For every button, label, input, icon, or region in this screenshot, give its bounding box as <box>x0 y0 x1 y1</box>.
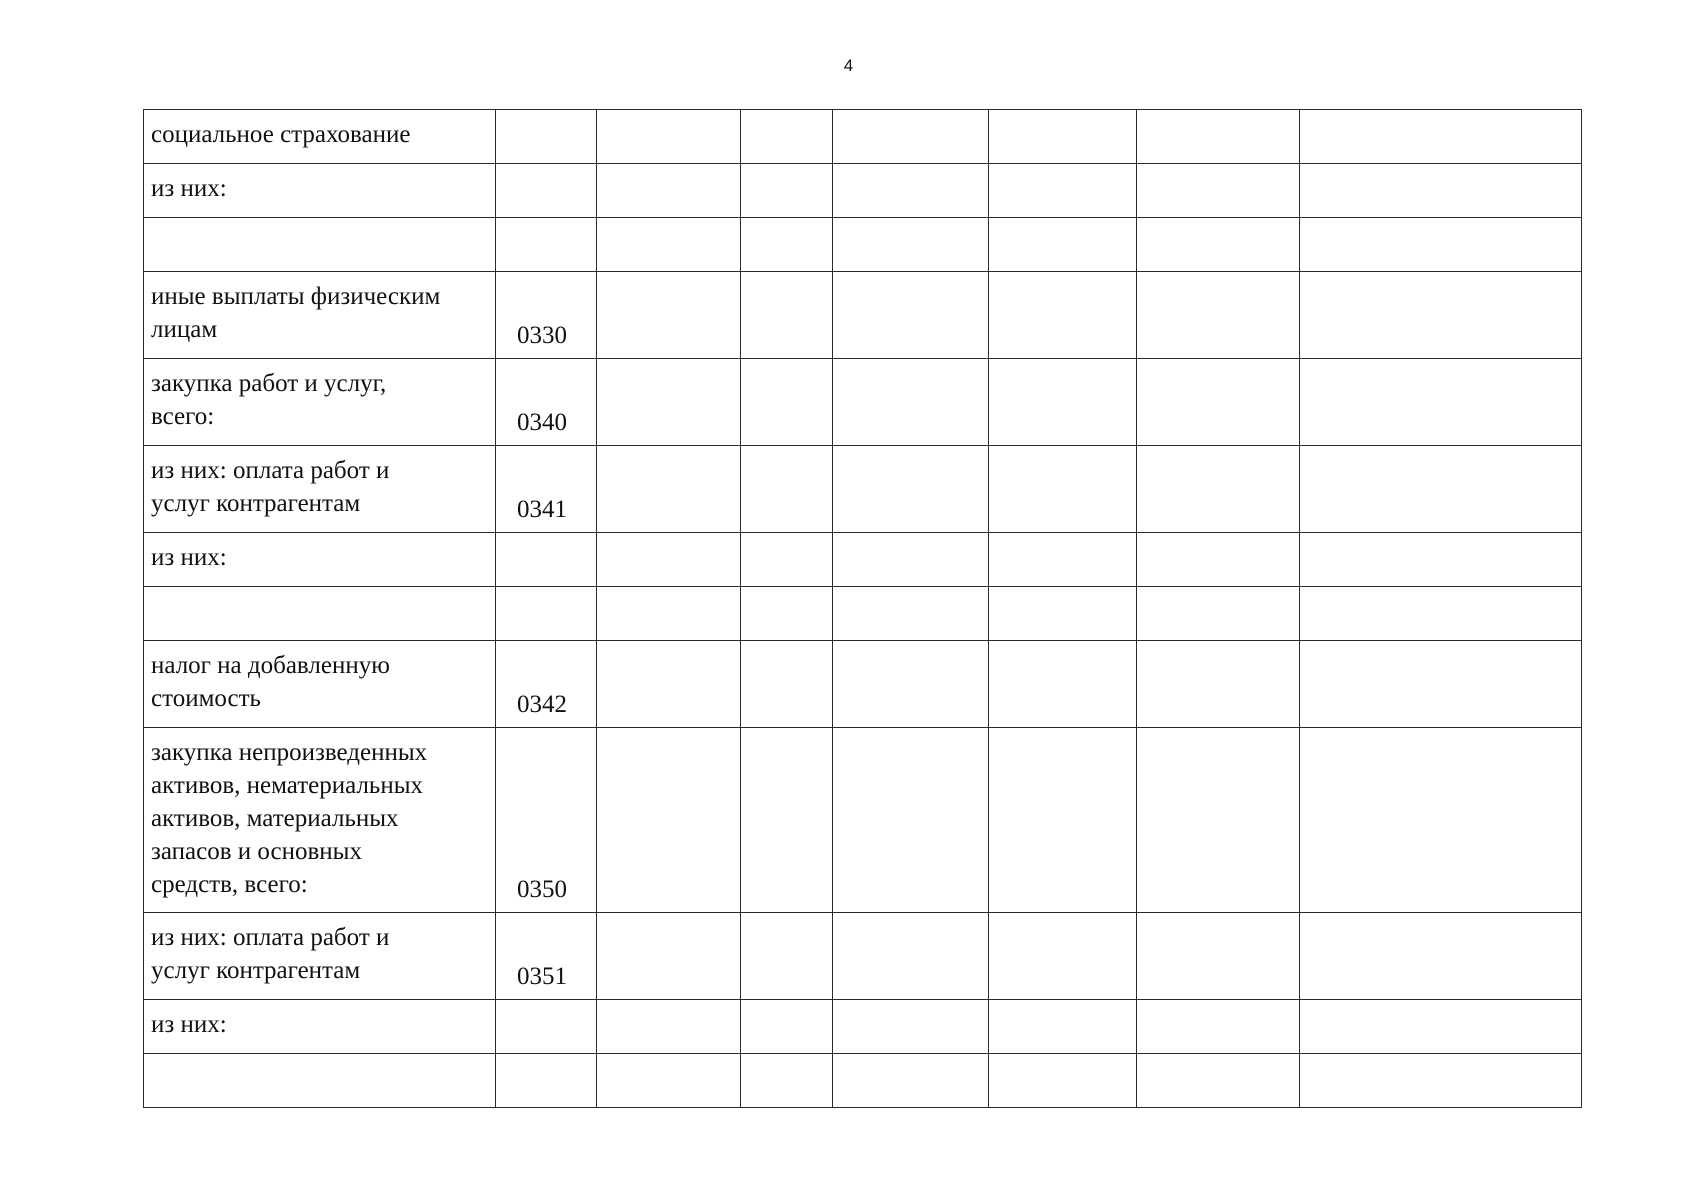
row-label-line: иные выплаты физическим <box>151 283 441 310</box>
value-cell <box>989 110 1137 164</box>
row-label-line: налог на добавленную <box>151 652 390 679</box>
value-cell <box>597 272 741 359</box>
row-code-cell <box>496 587 597 641</box>
row-code-cell <box>496 533 597 587</box>
row-label-line: из них: <box>151 175 227 202</box>
row-code-cell: 0342 <box>496 641 597 728</box>
value-cell <box>1300 1000 1582 1054</box>
value-cell <box>1300 587 1582 641</box>
value-cell <box>741 164 833 218</box>
value-cell <box>1137 272 1300 359</box>
value-cell <box>1137 1054 1300 1108</box>
row-label-line: из них: оплата работ и <box>151 457 390 484</box>
value-cell <box>833 1000 989 1054</box>
value-cell <box>597 913 741 1000</box>
value-cell <box>833 272 989 359</box>
row-label-line: активов, материальных <box>151 805 399 832</box>
value-cell <box>989 728 1137 913</box>
value-cell <box>1300 728 1582 913</box>
table-row <box>144 110 1582 164</box>
value-cell <box>833 164 989 218</box>
table-row <box>144 164 1582 218</box>
value-cell <box>1137 359 1300 446</box>
value-cell <box>1137 913 1300 1000</box>
table-row <box>144 533 1582 587</box>
row-label-cell <box>144 587 496 641</box>
row-label-line: всего: <box>151 403 215 430</box>
table-row <box>144 913 1582 1000</box>
value-cell <box>1137 218 1300 272</box>
row-code-cell <box>496 164 597 218</box>
row-label-line: закупка работ и услуг, <box>151 370 387 397</box>
value-cell <box>1300 110 1582 164</box>
row-label-cell <box>144 533 496 587</box>
value-cell <box>1300 218 1582 272</box>
row-code-cell <box>496 1054 597 1108</box>
value-cell <box>597 728 741 913</box>
value-cell <box>597 587 741 641</box>
value-cell <box>989 1000 1137 1054</box>
row-label-cell <box>144 728 496 913</box>
value-cell <box>1137 728 1300 913</box>
value-cell <box>989 913 1137 1000</box>
row-label-line: из них: <box>151 1011 227 1038</box>
value-cell <box>597 110 741 164</box>
row-code-cell: 0351 <box>496 913 597 1000</box>
value-cell <box>741 359 833 446</box>
row-label-line: запасов и основных <box>151 838 362 865</box>
value-cell <box>597 1054 741 1108</box>
table-row <box>144 272 1582 359</box>
row-label-line: социальное страхование <box>151 121 411 148</box>
table-row <box>144 1000 1582 1054</box>
row-label-cell <box>144 1000 496 1054</box>
table-row <box>144 641 1582 728</box>
value-cell <box>1300 446 1582 533</box>
value-cell <box>833 533 989 587</box>
report-table-body <box>144 110 1582 1108</box>
value-cell <box>597 533 741 587</box>
value-cell <box>833 641 989 728</box>
row-code-cell <box>496 110 597 164</box>
page-number: 4 <box>843 56 854 75</box>
value-cell <box>833 913 989 1000</box>
row-label-cell <box>144 272 496 359</box>
value-cell <box>1300 533 1582 587</box>
value-cell <box>989 446 1137 533</box>
value-cell <box>989 164 1137 218</box>
value-cell <box>989 533 1137 587</box>
row-code-cell: 0341 <box>496 446 597 533</box>
value-cell <box>1137 587 1300 641</box>
value-cell <box>597 218 741 272</box>
value-cell <box>1300 272 1582 359</box>
value-cell <box>833 1054 989 1108</box>
value-cell <box>741 218 833 272</box>
value-cell <box>597 359 741 446</box>
row-label-cell <box>144 641 496 728</box>
row-label-cell <box>144 110 496 164</box>
value-cell <box>1300 913 1582 1000</box>
value-cell <box>1137 164 1300 218</box>
value-cell <box>1137 533 1300 587</box>
row-label-cell <box>144 446 496 533</box>
value-cell <box>1137 110 1300 164</box>
value-cell <box>741 641 833 728</box>
row-code-cell: 0330 <box>496 272 597 359</box>
value-cell <box>741 1054 833 1108</box>
value-cell <box>989 272 1137 359</box>
row-label-line: лицам <box>151 316 218 343</box>
table-row <box>144 728 1582 913</box>
value-cell <box>989 1054 1137 1108</box>
value-cell <box>741 1000 833 1054</box>
row-label-line: стоимость <box>151 685 261 712</box>
row-label-line: услуг контрагентам <box>151 490 361 517</box>
value-cell <box>597 446 741 533</box>
value-cell <box>1137 1000 1300 1054</box>
table-row <box>144 218 1582 272</box>
table-row <box>144 587 1582 641</box>
value-cell <box>1137 446 1300 533</box>
row-code-cell: 0350 <box>496 728 597 913</box>
value-cell <box>741 110 833 164</box>
row-label-cell <box>144 913 496 1000</box>
value-cell <box>1300 641 1582 728</box>
table-row <box>144 1054 1582 1108</box>
row-label-line: услуг контрагентам <box>151 957 361 984</box>
row-code-cell <box>496 1000 597 1054</box>
value-cell <box>989 359 1137 446</box>
row-label-cell <box>144 218 496 272</box>
value-cell <box>741 913 833 1000</box>
value-cell <box>989 641 1137 728</box>
value-cell <box>1137 641 1300 728</box>
row-label-cell <box>144 164 496 218</box>
row-label-line: из них: <box>151 544 227 571</box>
row-code-cell <box>496 218 597 272</box>
row-code-cell: 0340 <box>496 359 597 446</box>
table-row <box>144 446 1582 533</box>
value-cell <box>597 641 741 728</box>
value-cell <box>833 587 989 641</box>
value-cell <box>741 272 833 359</box>
row-label-line: из них: оплата работ и <box>151 924 390 951</box>
row-label-line: средств, всего: <box>151 871 308 898</box>
value-cell <box>597 164 741 218</box>
value-cell <box>989 218 1137 272</box>
value-cell <box>741 533 833 587</box>
value-cell <box>833 728 989 913</box>
row-label-cell <box>144 1054 496 1108</box>
value-cell <box>597 1000 741 1054</box>
row-label-cell <box>144 359 496 446</box>
report-table <box>143 109 1582 1108</box>
table-row <box>144 359 1582 446</box>
value-cell <box>1300 1054 1582 1108</box>
value-cell <box>1300 359 1582 446</box>
value-cell <box>741 446 833 533</box>
value-cell <box>989 587 1137 641</box>
value-cell <box>833 359 989 446</box>
value-cell <box>833 446 989 533</box>
value-cell <box>833 218 989 272</box>
value-cell <box>833 110 989 164</box>
row-label-line: закупка непроизведенных <box>151 739 428 766</box>
value-cell <box>741 587 833 641</box>
value-cell <box>741 728 833 913</box>
row-label-line: активов, нематериальных <box>151 772 423 799</box>
value-cell <box>1300 164 1582 218</box>
